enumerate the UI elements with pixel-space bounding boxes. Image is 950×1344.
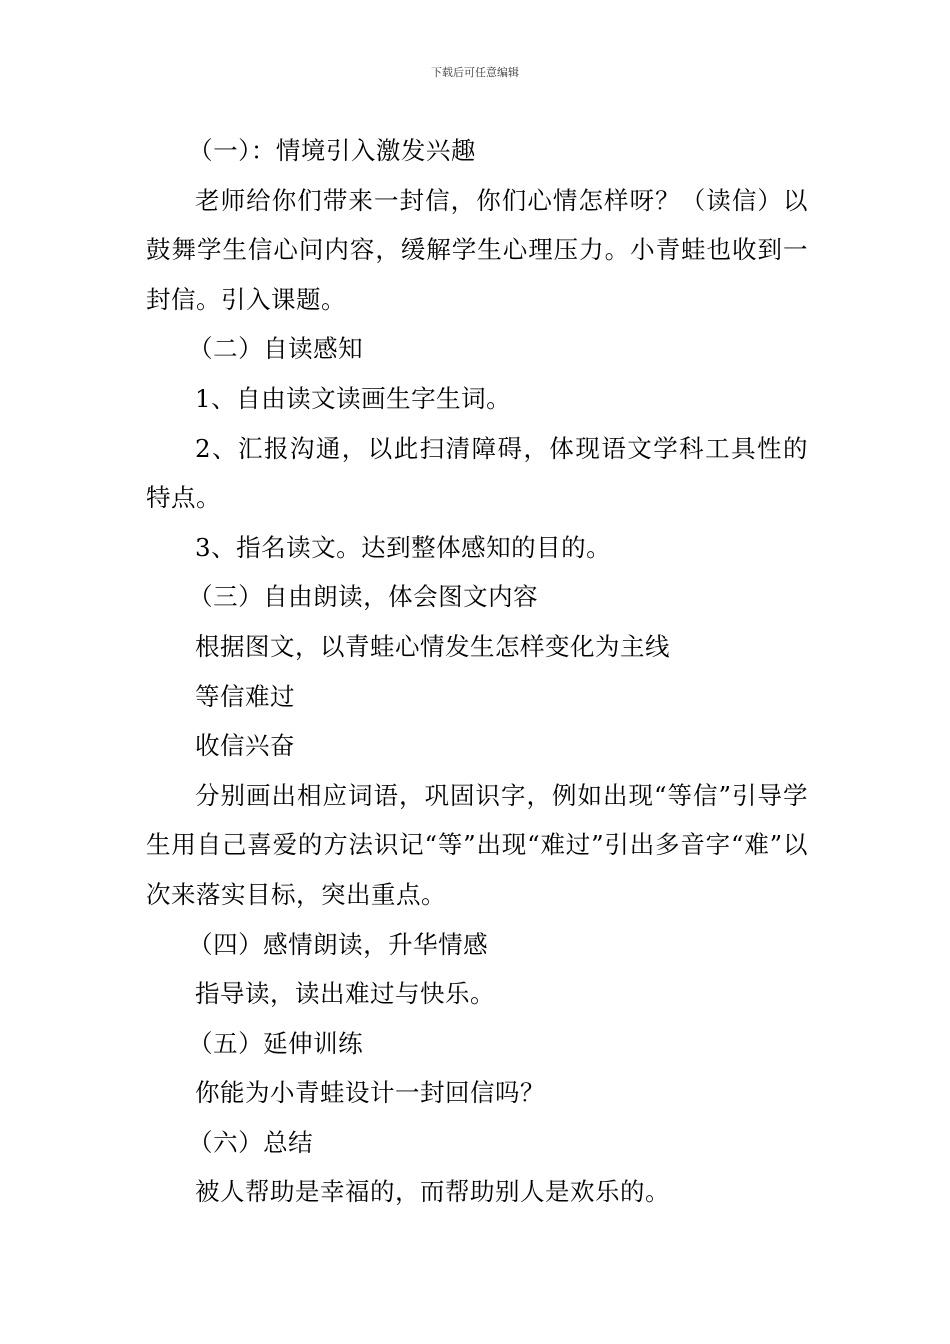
paragraph: 等信难过 [195,681,295,711]
paragraph: 指导读，读出难过与快乐。 [195,979,495,1009]
page-header-note: 下载后可任意编辑 [431,66,519,79]
section-heading-2: （二）自读感知 [188,334,364,364]
list-item: 2、汇报沟通，以此扫清障碍，体现语文学科工具性的特点。 [146,433,808,513]
list-item: 3、指名读文。达到整体感知的目的。 [195,532,612,562]
paragraph: 老师给你们带来一封信，你们心情怎样呀？（读信）以鼓舞学生信心问内容，缓解学生心理压力。小青蛙也收到一封信。引入课题。 [146,185,808,314]
section-heading-5: （五）延伸训练 [188,1028,364,1058]
paragraph: 分别画出相应词语，巩固识字，例如出现“等信”引导学生用自己喜爱的方法识记“等”出现“难过”引出多音字“难”以次来落实目标，突出重点。 [146,780,808,909]
paragraph: 被人帮助是幸福的，而帮助别人是欢乐的。 [195,1177,670,1207]
section-heading-6: （六）总结 [188,1127,314,1157]
document-body [146,126,808,1217]
paragraph: 收信兴奋 [195,731,295,761]
list-item: 1、自由读文读画生字生词。 [195,383,512,413]
section-heading-1: （一）：情境引入激发兴趣 [188,136,476,165]
section-heading-3: （三）自由朗读，体会图文内容 [188,582,539,612]
paragraph: 你能为小青蛙设计一封回信吗？ [195,1078,545,1108]
section-heading-4: （四）感情朗读，升华情感 [188,929,489,959]
paragraph: 根据图文，以青蛙心情发生怎样变化为主线 [195,631,670,661]
